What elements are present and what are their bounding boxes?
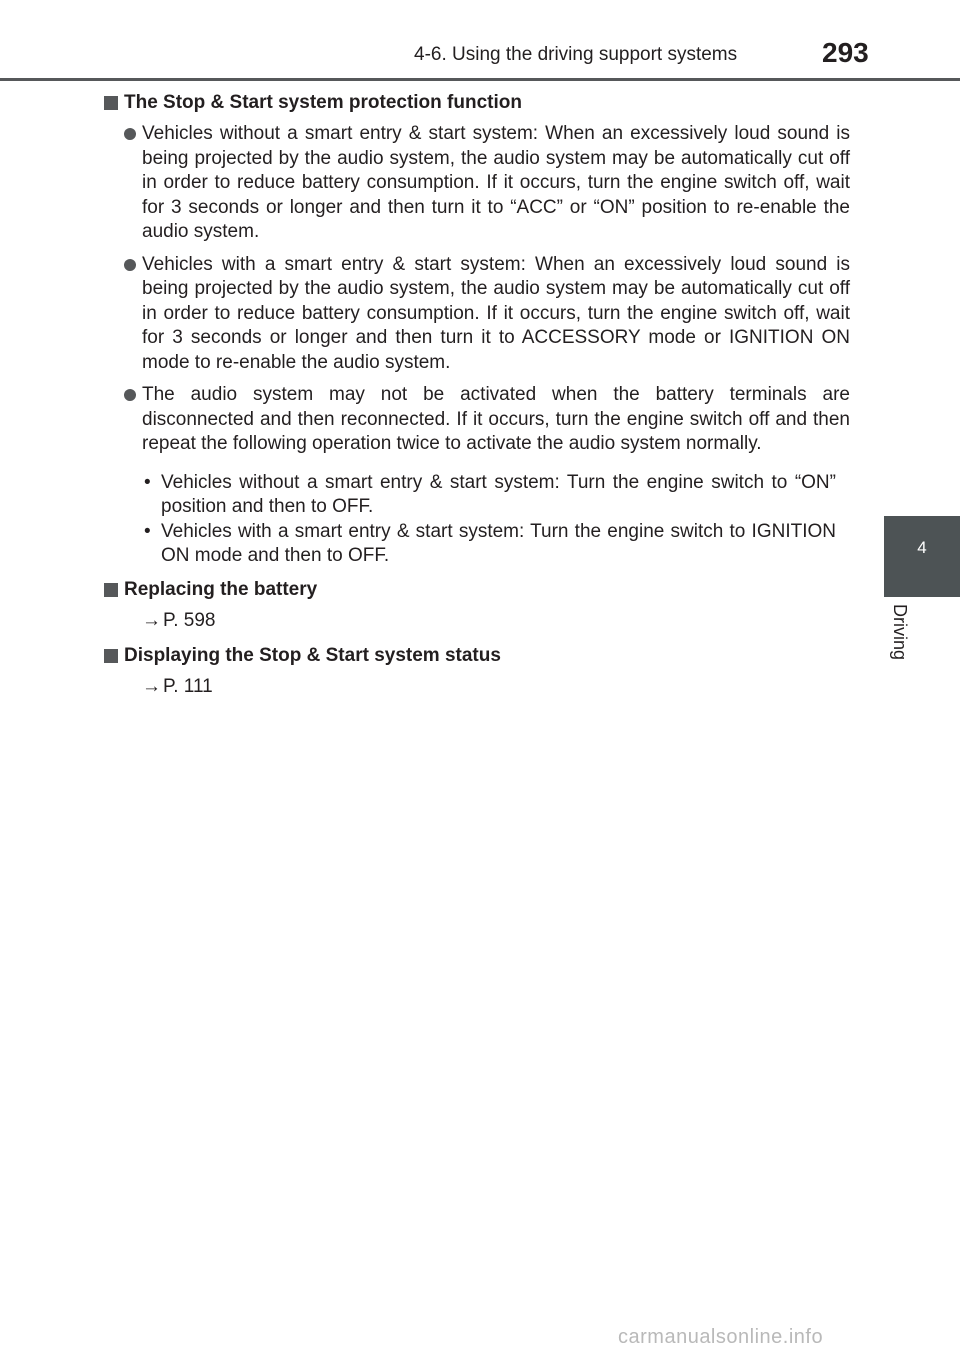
page-content	[104, 90, 850, 709]
dot-bullet-icon: •	[144, 471, 151, 493]
circle-bullet-icon	[124, 389, 136, 401]
page-reference-text: P. 111	[163, 675, 213, 697]
sub-item-text: Vehicles without a smart entry & start system: Turn the engine switch to “ON” position and then to OFF.	[161, 471, 836, 517]
heading-text: The Stop & Start system protection function	[124, 92, 522, 113]
square-bullet-icon	[104, 96, 118, 110]
section-heading	[104, 577, 850, 603]
chapter-label-text: Driving	[890, 604, 910, 661]
circle-bullet-icon	[124, 128, 136, 140]
sub-list-item	[104, 471, 850, 520]
bullet-text: Vehicles with a smart entry & start system: When an excessively loud sound is being projected by the audio system, the audio system may be automatically cut off in order to reduce battery consumption. If it occurs, turn the engine switch off, wait for 3 seconds or longer and then turn it to ACCESSORY mode or IGNITION ON mode to re-enable the audio system.	[142, 253, 850, 373]
page-number: 293	[822, 37, 869, 68]
bullet-text: Vehicles without a smart entry & start system: When an excessively loud sound is being projected by the audio system, the audio system may be automatically cut off in order to reduce battery consumption. If it occurs, turn the engine switch off, wait for 3 seconds or longer and then turn it to “ACC” or “ON” position to re-enable the audio system.	[142, 123, 850, 242]
chapter-tab[interactable]	[884, 516, 960, 597]
page-reference-link[interactable]	[104, 675, 850, 699]
bullet-text: The audio system may not be activated when the battery terminals are disconnected and then reconnected. If it occurs, turn the engine switch off and then repeat the following operation twice to activate the audio system normally.	[142, 384, 850, 454]
sub-item-text: Vehicles with a smart entry & start system: Turn the engine switch to IGNITION ON mode and then to OFF.	[161, 520, 836, 566]
heading-text: Displaying the Stop & Start system status	[124, 644, 501, 666]
arrow-right-icon: →	[142, 675, 161, 697]
section-heading	[104, 90, 850, 116]
sub-list-item	[104, 520, 850, 569]
sub-list	[104, 471, 850, 569]
dot-bullet-icon: •	[144, 520, 151, 542]
section-heading	[104, 643, 850, 669]
page-reference-text: P. 598	[163, 609, 216, 631]
list-item	[104, 253, 850, 376]
circle-bullet-icon	[124, 259, 136, 271]
section-title: 4-6. Using the driving support systems	[414, 44, 738, 65]
heading-text: Replacing the battery	[124, 578, 318, 600]
list-item	[104, 122, 850, 245]
square-bullet-icon	[104, 583, 118, 597]
square-bullet-icon	[104, 649, 118, 663]
page-header	[0, 0, 960, 80]
list-item	[104, 383, 850, 457]
page-reference-link[interactable]	[104, 609, 850, 633]
header-divider	[0, 78, 960, 81]
chapter-tab-number: 4	[917, 538, 927, 557]
watermark: carmanualsonline.info	[618, 1326, 824, 1348]
chapter-label	[890, 604, 922, 684]
arrow-right-icon: →	[142, 609, 161, 631]
